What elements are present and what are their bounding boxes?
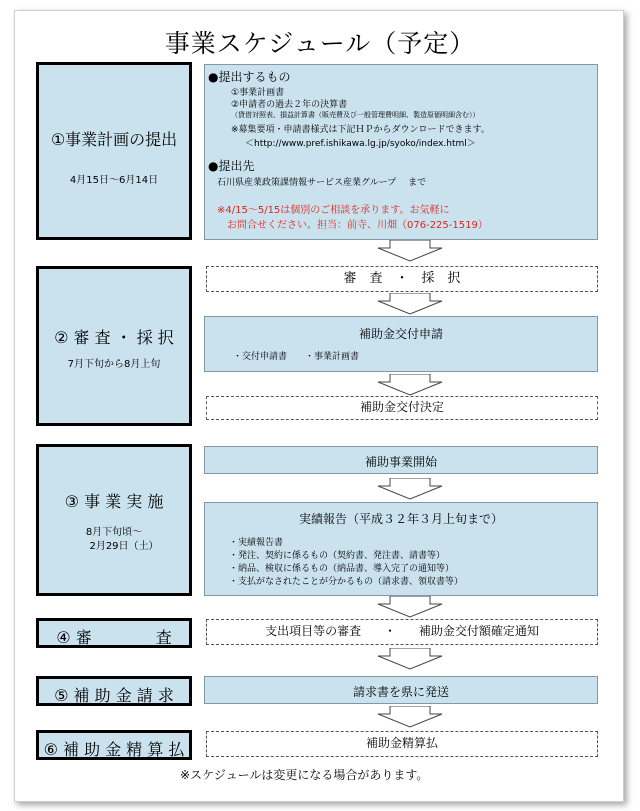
grant-decision-box: 補助金交付決定	[206, 396, 598, 420]
audit-left-label: 支出項目等の審査	[265, 624, 362, 638]
flow-arrow-icon	[376, 596, 444, 618]
submission-item: ②申請者の過去２年の決算書	[231, 100, 348, 110]
flow-arrow-icon	[376, 293, 444, 315]
report-item: ・支払がなされたことが分かるもの（請求書、領収書等）	[229, 577, 464, 587]
invoice-label: 請求書を県に発送	[352, 685, 449, 699]
review-selection-box: 審 査 ・ 採 択	[206, 266, 598, 292]
schedule-footnote: ※スケジュールは変更になる場合があります。	[180, 768, 429, 782]
submission-box	[204, 64, 598, 240]
consultation-contact: お問合せください。担当：前寺、川畑（076-225-1519）	[227, 220, 488, 231]
flow-arrow-icon	[376, 478, 444, 500]
stage-date: 7月下旬から8月上旬	[67, 359, 161, 370]
stage-label: ①事業計画の提出	[50, 130, 178, 149]
stage-payment	[36, 730, 192, 760]
audit-right-label: 補助金交付額確定通知	[418, 624, 539, 638]
performance-report-title: 実績報告（平成３２年３月上旬まで）	[298, 512, 503, 526]
flow-arrow-icon	[376, 374, 444, 396]
stage-label: ② 審 査 ・ 採 択	[54, 328, 174, 347]
project-start-box	[204, 446, 598, 474]
submission-heading: ●提出するもの	[208, 70, 291, 84]
audit-separator: ・	[383, 624, 396, 638]
flow-arrow-icon	[376, 706, 444, 728]
stage-plan-submission	[36, 62, 192, 240]
page-title: 事業スケジュール（予定）	[164, 29, 476, 58]
stage-label: ④ 審 査	[56, 628, 172, 647]
stage-audit	[36, 618, 192, 648]
report-item: ・実績報告書	[229, 538, 284, 548]
stage-date: 4月15日～6月14日	[69, 175, 159, 186]
destination-text: 石川県産業政策課情報サービス産業グループ まで	[217, 178, 427, 188]
stage-date: 2月29日（土）	[89, 541, 159, 552]
stage-invoice	[36, 676, 192, 706]
flow-arrow-icon	[376, 648, 444, 670]
performance-report-box	[204, 502, 598, 596]
download-url: ＜http://www.pref.ishikawa.lg.jp/syoko/index.html＞	[245, 139, 476, 149]
payment-box: 補助金精算払	[206, 731, 598, 757]
grant-application-items: ・交付申請書 ・事業計画書	[233, 352, 360, 362]
destination-heading: ●提出先	[208, 159, 255, 173]
stage-label: ③ 事 業 実 施	[64, 492, 164, 511]
submission-item: （貸借対照表、損益計算書（販売費及び一般管理費明細、製造原価明細含む））	[231, 111, 480, 119]
stage-label: ⑥ 補 助 金 精 算 払	[43, 740, 185, 759]
stage-date: 8月下旬頃～	[85, 527, 143, 538]
stage-project-implementation	[36, 444, 192, 596]
report-item: ・納品、検収に係るもの（納品書、導入完了の通知等）	[229, 564, 455, 574]
grant-application-title: 補助金交付申請	[358, 327, 443, 341]
invoice-box	[204, 676, 598, 704]
stage-label: ⑤ 補 助 金 請 求	[54, 686, 174, 705]
flow-arrow-icon	[376, 240, 444, 262]
submission-item: ※募集要項・申請書様式は下記ＨＰからダウンロードできます。	[231, 125, 490, 135]
project-start-label: 補助事業開始	[364, 455, 437, 469]
consultation-notice: ※4/15～5/15は個別のご相談を承ります。お気軽に	[217, 205, 450, 216]
submission-item: ①事業計画書	[231, 88, 285, 98]
grant-application-box	[204, 316, 598, 372]
report-item: ・発注、契約に係るもの（契約書、発注書、請書等）	[229, 551, 446, 561]
audit-box	[206, 619, 598, 645]
stage-review-selection	[36, 266, 192, 426]
